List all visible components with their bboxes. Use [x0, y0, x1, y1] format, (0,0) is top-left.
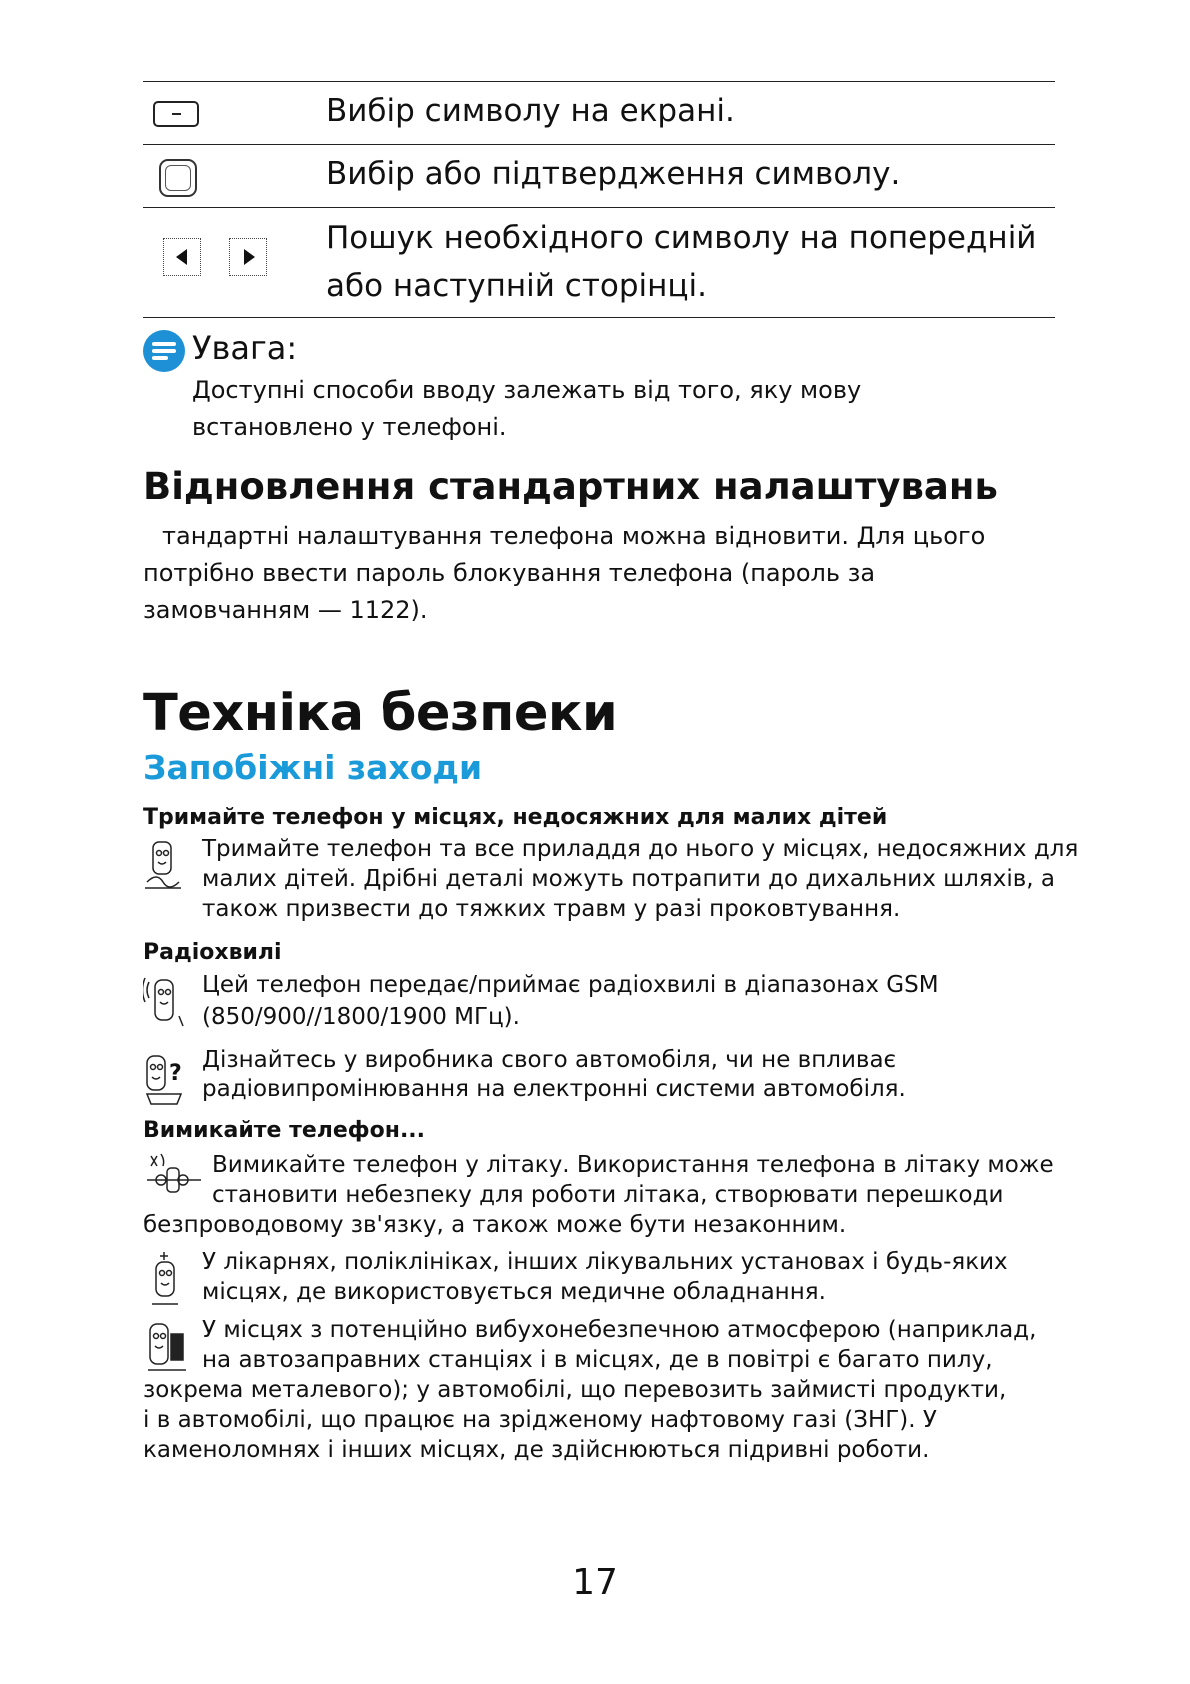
airplane-phone-icon	[143, 1150, 205, 1198]
children-heading: Тримайте телефон у місцях, недосяжних для малих дітей	[143, 805, 888, 830]
table-row	[143, 208, 1055, 318]
table-row	[143, 82, 1055, 145]
section-subtitle: Запобіжні заходи	[143, 748, 483, 787]
radio-p1-line-2: (850/900//1800/1900 МГц).	[202, 1004, 520, 1030]
radio-p2-line-1: Дізнайтесь у виробника свого автомобіля, чи не впливає	[202, 1047, 897, 1073]
child-phone-icon	[143, 838, 185, 896]
reset-text: тандартні налаштування телефона можна відновити. Для цього потрібно ввести пароль блокування телефона (пароль за замовчанням — 1122).	[143, 522, 986, 624]
children-line-3: також призвести до тяжких травм у разі проковтування.	[202, 896, 901, 922]
switch-off-p3-line-1: У місцях з потенційно вибухонебезпечною атмосферою (наприклад,	[202, 1317, 1037, 1343]
switch-off-p2-line-1: У лікарнях, поліклініках, інших лікувальних установах і будь-яких	[202, 1249, 1008, 1275]
page-title: Техніка безпеки	[143, 684, 618, 743]
children-line-1: Тримайте телефон та все приладдя до нього у місцях, недосяжних для	[202, 836, 1079, 862]
children-line-2: малих дітей. Дрібні деталі можуть потрапити до дихальних шляхів, а	[202, 866, 1055, 892]
radio-p2-line-2: радіовипромінювання на електронні системи автомобіля.	[202, 1076, 906, 1102]
nav-right-key-icon	[229, 238, 267, 276]
soft-key-minus-icon	[153, 101, 199, 127]
nav-left-key-icon	[163, 238, 201, 276]
fuel-pump-phone-icon	[146, 1318, 188, 1376]
note-title: Увага:	[192, 329, 298, 367]
ok-key-icon	[159, 159, 197, 197]
key-description: Пошук необхідного символу на попередній або наступній сторінці.	[326, 220, 1037, 304]
switch-off-p3-line-3: зокрема металевого); у автомобілі, що перевозить займисті продукти,	[143, 1377, 1007, 1403]
switch-off-p2-line-2: місцях, де використовується медичне обладнання.	[202, 1279, 826, 1305]
reset-heading: Відновлення стандартних налаштувань	[143, 465, 998, 508]
switch-off-p1-line-1: Вимикайте телефон у літаку. Використання телефона в літаку може	[212, 1152, 1054, 1178]
car-question-icon	[143, 1050, 185, 1108]
key-description: Вибір символу на екрані.	[326, 93, 735, 129]
svg-text:?: ?	[169, 1061, 182, 1086]
table-row	[143, 145, 1055, 208]
hospital-phone-icon	[148, 1250, 190, 1308]
page-number: 17	[572, 1562, 618, 1603]
switch-off-p1-line-3: безпроводовому зв'язку, а також може бути незаконним.	[143, 1212, 847, 1238]
switch-off-p1-line-2: становити небезпеку для роботи літака, створювати перешкоди	[212, 1182, 1004, 1208]
key-description: Вибір або підтвердження символу.	[326, 156, 901, 192]
radio-p1-line-1: Цей телефон передає/приймає радіохвилі в діапазонах GSM	[202, 972, 939, 998]
radio-heading: Радіохвилі	[143, 940, 282, 965]
switch-off-p3-line-4: і в автомобілі, що працює на зрідженому нафтовому газі (ЗНГ). У	[143, 1407, 937, 1433]
switch-off-heading: Вимикайте телефон...	[143, 1118, 426, 1143]
switch-off-p3-line-5: каменоломнях і інших місцях, де здійснюються підривні роботи.	[143, 1437, 930, 1463]
switch-off-p3-line-2: на автозаправних станціях і в місцях, де в повітрі є багато пилу,	[202, 1347, 993, 1373]
key-function-table	[143, 81, 1055, 318]
note-body: Доступні способи вводу залежать від того, яку мову встановлено у телефоні.	[192, 376, 862, 441]
note-icon	[143, 330, 185, 372]
radio-waves-phone-icon	[143, 972, 185, 1030]
